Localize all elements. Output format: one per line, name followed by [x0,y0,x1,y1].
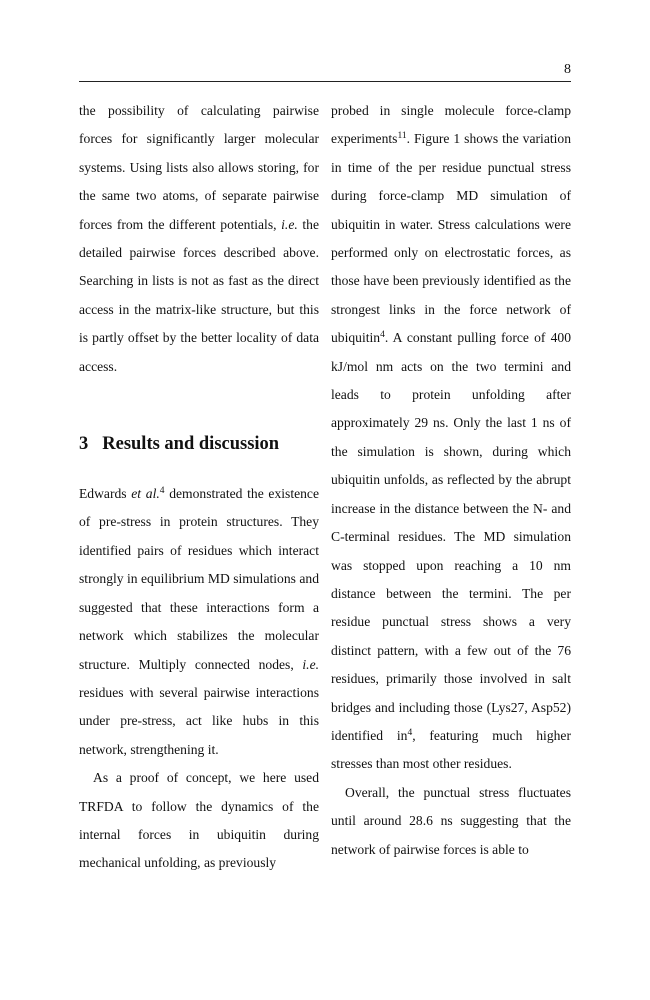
paragraph: As a proof of concept, we here used TRFDA to follow the dynamics of the internal forces in ubiquitin during mechanical unfolding, as previously [79,770,319,871]
section-number: 3 [79,434,89,455]
citation-superscript: 4 [407,727,413,738]
section-title: Results and discussion [102,434,280,455]
citation-superscript: 11 [397,131,407,142]
paragraph: Edwards et al.$^4$ demonstrated the existence of pre-stress in protein structures. They identified pairs of residues which interact strongly in equilibrium MD simulations and suggested that these interactions form a network which stabilizes the molecular structure. Multiply connected nodes, i.e. residues with several pairwise interactions under pre-stress, act like hubs in this network, strengthening it. [79,485,319,757]
emphasis-text: i.e. [302,656,319,672]
citation-superscript: 4 [159,485,165,496]
page-number: 8 [564,62,571,77]
paragraph: the possibility of calculating pairwise forces for significantly larger molecular systems. Using lists also allows storing, for the same two atoms, of separate pairwise forces from the different potentials, i.e. the detailed pairwise forces described above. Searching in lists is not as fast as the direct access in the matrix-like structure, but this is partly offset by the better locality of data access. [79,103,319,374]
left-column [79,97,319,878]
emphasis-text: i.e. [281,216,298,232]
emphasis-text: et al. [131,486,160,502]
citation-superscript: 4 [380,330,385,341]
paragraph: probed in single molecule force-clamp experiments$^{11}$. Figure 1 shows the variation in time of the per residue punctual stress during force-clamp MD simulation of ubiquitin in water. Stress calculations were performed only on electrostatic forces, as those have been previously identified as the strongest links in the force network of ubiquitin$^4$. A constant pulling force of 400 kJ/mol nm acts on the two termini and leads to protein unfolding after approximately 29 ns. Only the last 1 ns of the simulation is shown, during which ubiquitin unfolds, as reflected by the abrupt increase in the distance between the N- and C-terminal residues. The MD simulation was stopped upon reaching a 10 nm distance between the termini. The per residue punctual stress shows a very distinct pattern, with a few out of the 76 residues, primarily those involved in salt bridges and including those (Lys27, Asp52) identified $in^4$, featuring much higher stresses than most other residues. [331,103,571,772]
right-column [331,97,571,864]
paragraph: Overall, the punctual stress fluctuates until around 28.6 ns suggesting that the network of pairwise forces is able to [331,784,571,857]
header-rule [79,81,571,82]
section-heading [79,430,319,458]
